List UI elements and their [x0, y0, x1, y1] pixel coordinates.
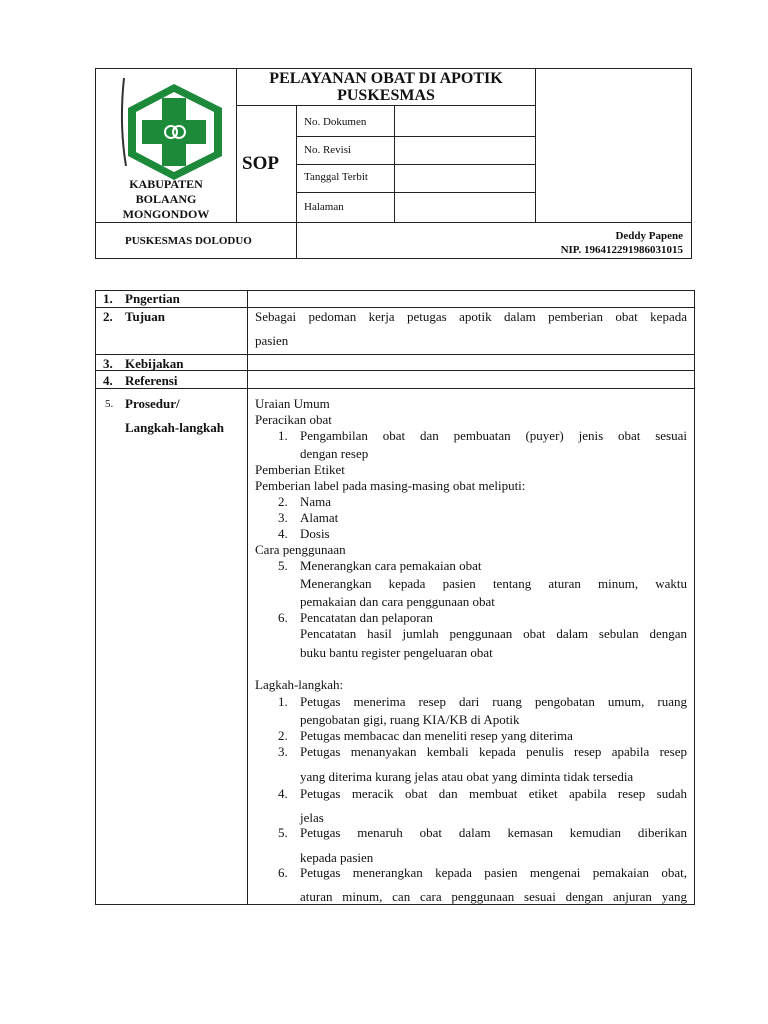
section-5-title-line-1: Prosedur/ — [125, 396, 180, 411]
sop-label: SOP — [242, 153, 279, 174]
step-line: Petugas membacac dan meneliti resep yang diterima — [300, 728, 573, 743]
field-tanggal-terbit: Tanggal Terbit — [304, 171, 368, 183]
general-heading: Uraian Umum — [255, 396, 330, 411]
section-4-number: 4. — [103, 373, 113, 388]
field-no-revisi: No. Revisi — [304, 144, 352, 156]
step-line: pengobatan gigi, ruang KIA/KB di Apotik — [300, 712, 520, 727]
step-number: 5. — [278, 825, 288, 840]
region-line-1: KABUPATEN — [129, 177, 203, 191]
document-title-line-2: PUSKESMAS — [337, 87, 435, 104]
unit-name: PUSKESMAS DOLODUO — [125, 235, 252, 247]
compounding-line-2: dengan resep — [300, 446, 369, 461]
step-line: Petugas menanyakan kembali kepada penulis resep apabila resep — [300, 744, 687, 759]
compounding-heading: Peracikan obat — [255, 412, 332, 427]
step-line: yang diterima kurang jelas atau obat yang diminta tidak tersedia — [300, 769, 634, 784]
head-name: Deddy Papene — [615, 230, 683, 242]
step-line: Petugas meracik obat dan membuat etiket apabila resep sudah — [300, 786, 687, 801]
record-line-2: buku bantu register pengeluaran obat — [300, 645, 493, 660]
field-halaman: Halaman — [304, 201, 344, 213]
step-line: aturan minum, can cara penggunaan sesuai dengan anjuran yang — [300, 889, 687, 904]
section-2-number: 2. — [103, 309, 113, 324]
step-number: 3. — [278, 744, 288, 759]
label-item-number: 4. — [278, 526, 288, 541]
purpose-line-1: Sebagai pedoman kerja petugas apotik dalam pemberian obat kepada — [255, 309, 687, 324]
head-nip: NIP. 196412291986031015 — [560, 244, 683, 256]
document-title-line-1: PELAYANAN OBAT DI APOTIK — [269, 70, 503, 87]
usage-line-2: pemakaian dan cara penggunaan obat — [300, 594, 495, 609]
puskesmas-logo — [118, 76, 230, 182]
compounding-line-1: Pengambilan obat dan pembuatan (puyer) jenis obat sesuai — [300, 428, 687, 443]
record-line-1: Pencatatan hasil jumlah penggunaan obat dalam sebulan dengan — [300, 626, 687, 641]
purpose-line-2: pasien — [255, 333, 289, 348]
usage-title: Menerangkan cara pemakaian obat — [300, 558, 482, 573]
step-line: kepada pasien — [300, 850, 374, 865]
section-3-title: Kebijakan — [125, 356, 184, 371]
section-4-title: Referensi — [125, 373, 178, 388]
region-line-2: BOLAANG — [135, 192, 197, 206]
section-5-title-line-2: Langkah-langkah — [125, 420, 224, 435]
step-number: 4. — [278, 786, 288, 801]
usage-number: 5. — [278, 558, 288, 573]
step-number: 6. — [278, 865, 288, 880]
section-1-number: 1. — [103, 291, 113, 306]
section-3-number: 3. — [103, 356, 113, 371]
usage-line-1: Menerangkan kepada pasien tentang aturan minum, waktu — [300, 576, 687, 591]
label-item: Nama — [300, 494, 332, 509]
step-line: Petugas menaruh obat dalam kemasan kemudian diberikan — [300, 825, 687, 840]
steps-heading: Lagkah-langkah: — [255, 677, 344, 692]
field-no-dokumen: No. Dokumen — [304, 116, 367, 128]
label-intro: Pemberian label pada masing-masing obat meliputi: — [255, 478, 526, 493]
step-line: Petugas menerima resep dari ruang pengobatan umum, ruang — [300, 694, 687, 709]
record-title: Pencatatan dan pelaporan — [300, 610, 433, 625]
section-2-title: Tujuan — [125, 309, 165, 324]
record-number: 6. — [278, 610, 288, 625]
region-line-3: MONGONDOW — [122, 207, 210, 221]
compounding-number: 1. — [278, 428, 288, 443]
step-line: jelas — [300, 810, 324, 825]
section-1-title: Pngertian — [125, 291, 180, 306]
label-item: Dosis — [300, 526, 330, 541]
label-item: Alamat — [300, 510, 339, 525]
step-number: 2. — [278, 728, 288, 743]
usage-heading: Cara penggunaan — [255, 542, 346, 557]
label-item-number: 3. — [278, 510, 288, 525]
section-5-number: 5. — [105, 398, 114, 410]
label-item-number: 2. — [278, 494, 288, 509]
step-number: 1. — [278, 694, 288, 709]
step-line: Petugas menerangkan kepada pasien mengenai pemakaian obat, — [300, 865, 687, 880]
label-heading: Pemberian Etiket — [255, 462, 345, 477]
